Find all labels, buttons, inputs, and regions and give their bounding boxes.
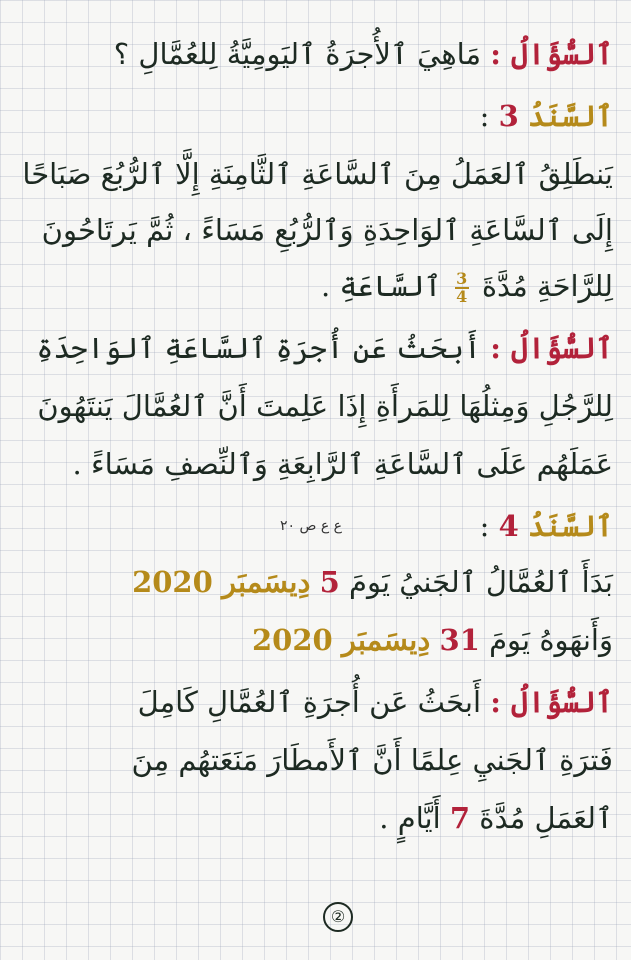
question-label: ٱلسُّؤَالُ : (490, 331, 613, 365)
document-3-line-2: إِلَى ٱلسَّاعَةِ ٱلوَاحِدَةِ وَٱلرُّبُعِ مَسَاءً ، ثُمَّ يَرتَاحُونَ (41, 213, 613, 247)
document-4-line-2 (14, 620, 613, 660)
document-3-line-3 (14, 266, 613, 306)
question-text: مَاهِيَ ٱلأُجرَةُ ٱليَومِيَّةُ لِلعُمَّالِ ؟ (113, 37, 482, 71)
days-number: 7 (449, 801, 471, 835)
end-month: دِيسَمبَر (341, 623, 431, 657)
page-number: ② (323, 902, 353, 932)
fraction-denominator: 4 (456, 287, 468, 306)
start-month: دِيسَمبَر (222, 565, 311, 599)
question-3-line-2: فَترَةِ ٱلجَنيِ عِلمًا أَنَّ ٱلأَمطَارَ مَنَعَتهُم مِنَ (131, 743, 613, 777)
teacher-signature: ع ع ص ٢٠ (280, 518, 343, 534)
question-1 (14, 34, 613, 74)
start-text: بَدَأَ ٱلعُمَّالُ ٱلجَنيُ يَومَ (349, 565, 613, 599)
document-number: 3 (498, 99, 519, 133)
document-4-line-1 (14, 562, 613, 602)
document-label: ٱلسَّنَدُ (528, 509, 613, 543)
question-3-line-1 (14, 682, 613, 722)
start-day: 5 (319, 565, 340, 599)
end-text: وَأَنهَوهُ يَومَ (489, 623, 613, 657)
question-2-line-2: لِلرَّجُلِ وَمِثلُهَا لِلمَرأَةِ إِذَا عَلِمتَ أَنَّ ٱلعُمَّالَ يَنتَهُونَ (37, 389, 613, 423)
document-3-heading (14, 96, 613, 136)
question-text: أَبحَثُ عَن أُجرَةِ ٱلعُمَّالِ كَامِلَ (137, 685, 482, 719)
question-2-line-1 (14, 328, 613, 368)
document-3-line-1: يَنطَلِقُ ٱلعَمَلُ مِنَ ٱلسَّاعَةِ ٱلثَّامِنَةِ إِلَّا ٱلرُّبُعَ صَبَاحًا (22, 157, 613, 191)
end-day: 31 (439, 623, 480, 657)
three-quarters-fraction (455, 269, 469, 306)
start-year: 2020 (132, 565, 213, 599)
document-colon: : (479, 509, 490, 543)
document-4-heading (14, 506, 613, 546)
document-colon: : (479, 99, 490, 133)
question-label: ٱلسُّؤَالُ : (490, 37, 613, 71)
hour-text: ٱلسَّاعَةِ . (321, 269, 442, 303)
duration-text: لِلرَّاحَةِ مُدَّةَ (481, 269, 613, 303)
days-text: أَيَّامٍ . (379, 801, 441, 835)
fraction-numerator: 3 (456, 269, 468, 288)
question-label: ٱلسُّؤَالُ : (490, 685, 613, 719)
question-2-line-3: عَمَلَهُم عَلَى ٱلسَّاعَةِ ٱلرَّابِعَةِ وَٱلنِّصفِ مَسَاءً . (72, 447, 613, 481)
duration-text: ٱلعَمَلِ مُدَّةَ (479, 801, 613, 835)
question-3-line-3 (14, 798, 613, 838)
document-number: 4 (498, 509, 519, 543)
question-text: أَبحَثُ عَن أُجرَةِ ٱلسَّاعَةِ ٱلوَاحِدَةِ (36, 331, 482, 365)
end-year: 2020 (251, 623, 333, 657)
document-label: ٱلسَّنَدُ (528, 99, 613, 133)
